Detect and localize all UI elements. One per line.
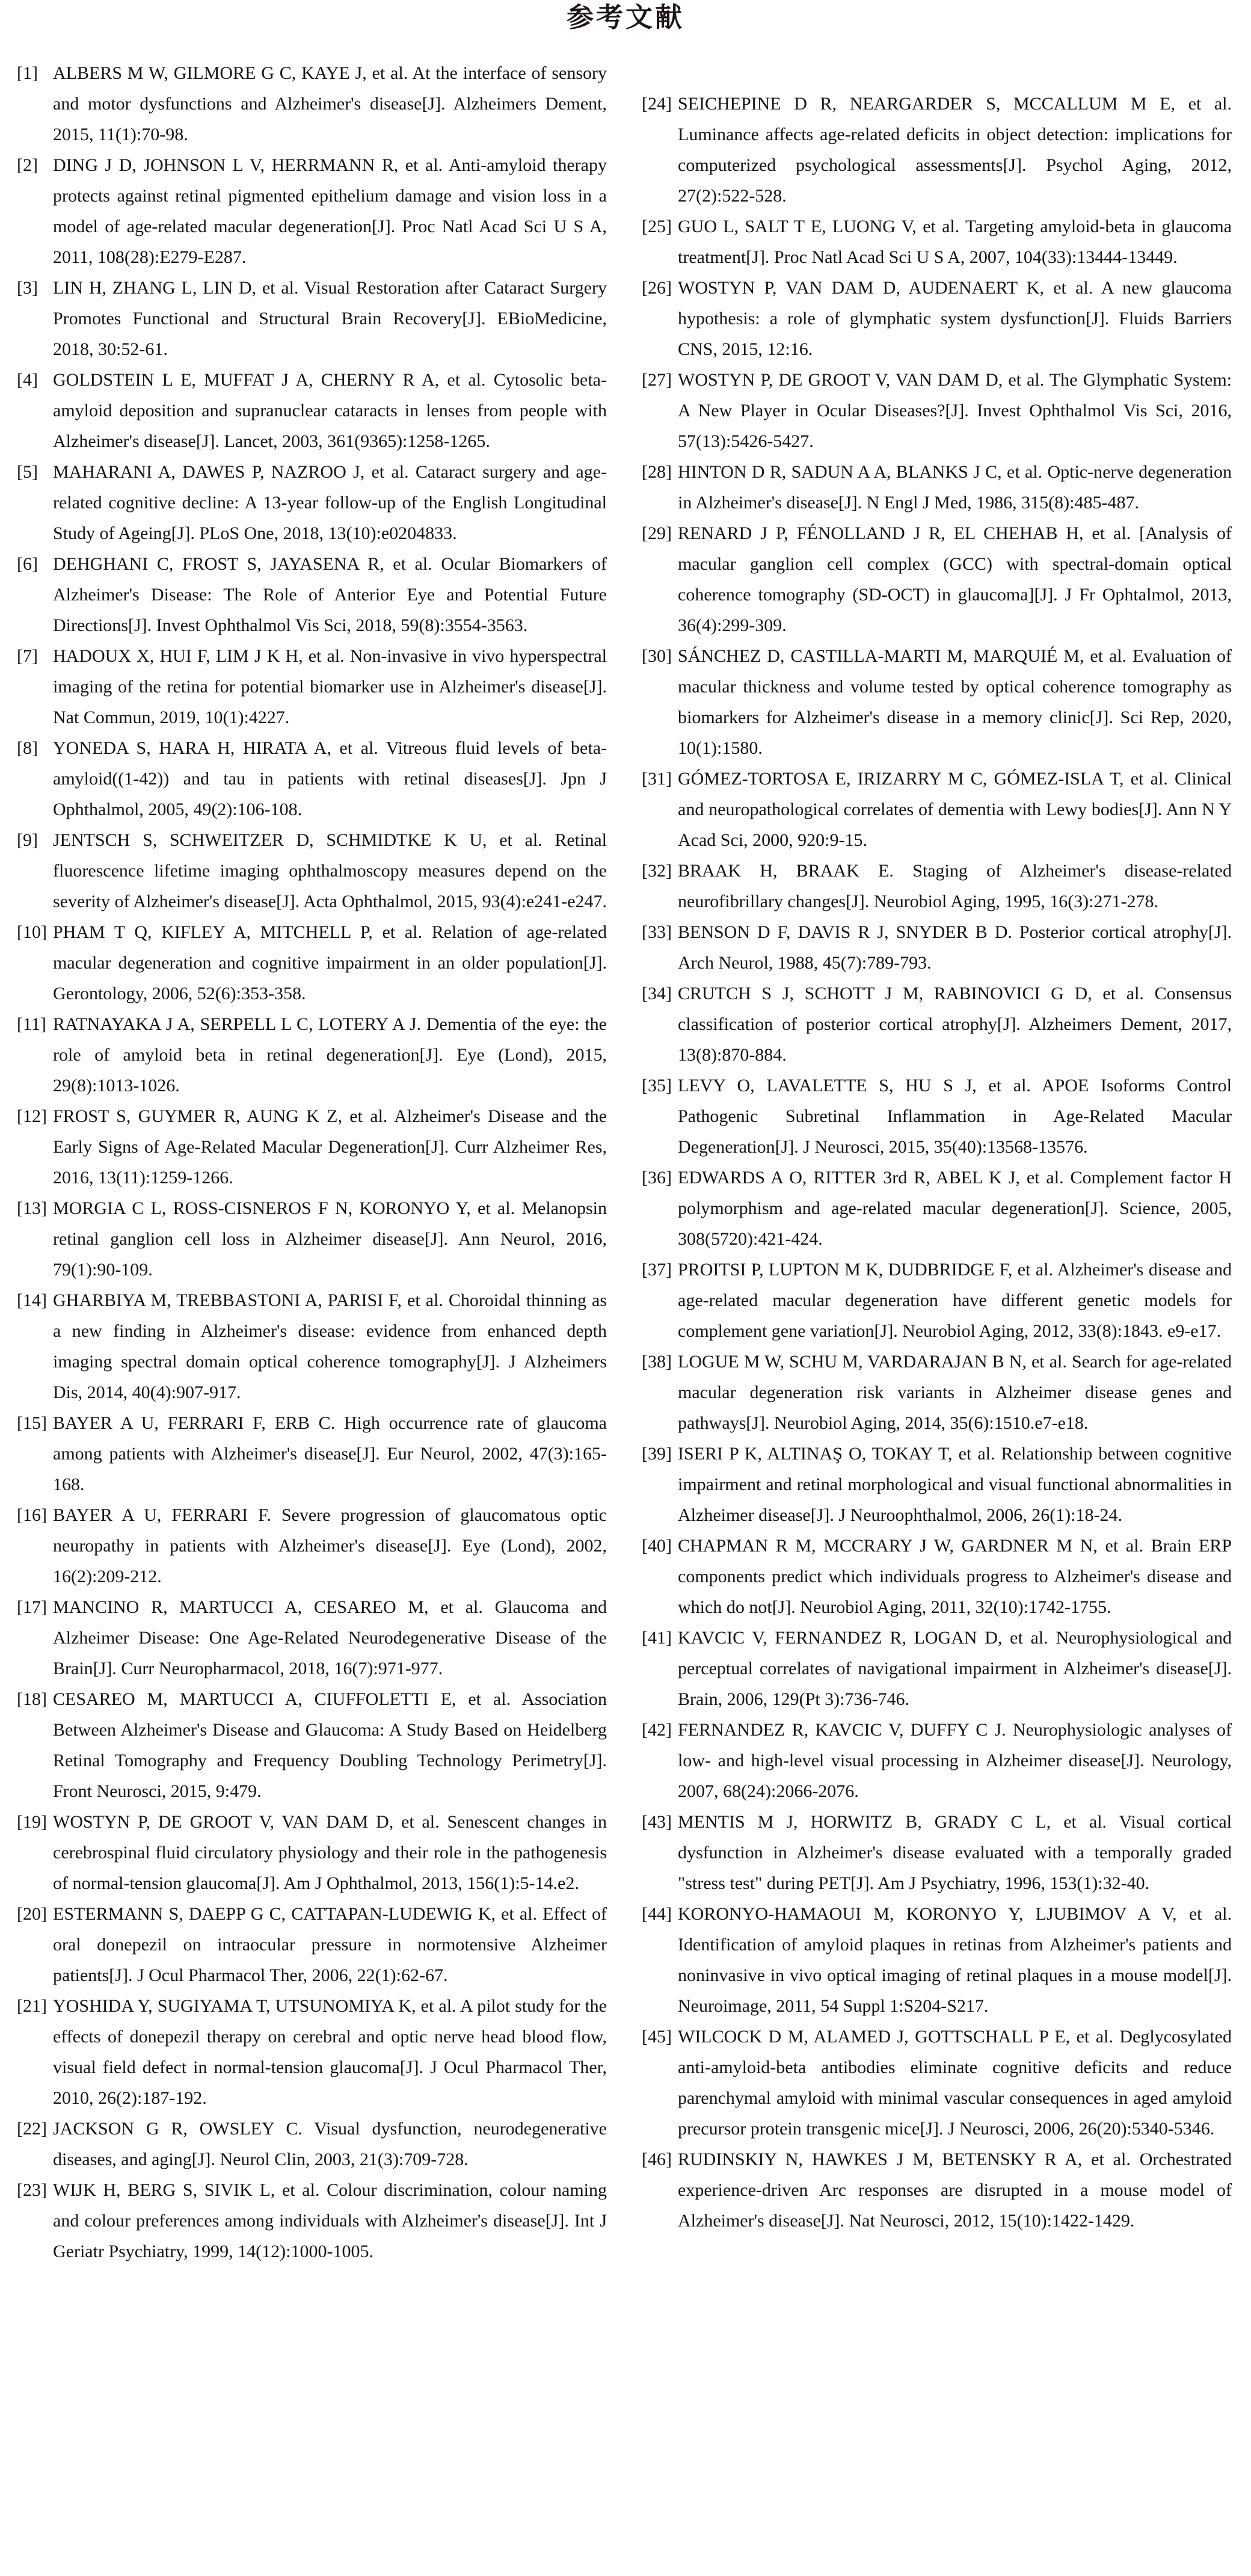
reference-number: [44] bbox=[642, 1904, 672, 1924]
reference-number: [9] bbox=[17, 830, 38, 850]
reference-text: WOSTYN P, VAN DAM D, AUDENAERT K, et al. A new glaucoma hypothesis: a role of glymphatic system dysfunction[J]. Fluids Barriers CNS, 2015, 12:16. bbox=[678, 278, 1232, 359]
reference-number: [25] bbox=[642, 217, 672, 236]
reference-text: KORONYO-HAMAOUI M, KORONYO Y, LJUBIMOV A V, et al. Identification of amyloid plaques in retinas from Alzheimer's patients and noninvasive in vivo optical imaging of retinal plaques in a mouse model[J]. Neuroimage, 2011, 54 Suppl 1:S204-S217. bbox=[678, 1904, 1232, 2016]
reference-item bbox=[17, 457, 607, 549]
reference-item bbox=[17, 917, 607, 1009]
reference-number: [30] bbox=[642, 646, 672, 666]
reference-number: [29] bbox=[642, 523, 672, 543]
reference-number: [31] bbox=[642, 769, 672, 789]
reference-text: GÓMEZ-TORTOSA E, IRIZARRY M C, GÓMEZ-ISLA T, et al. Clinical and neuropathological correlates of dementia with Lewy bodies[J]. Ann N Y Acad Sci, 2000, 920:9-15. bbox=[678, 769, 1232, 850]
reference-item bbox=[17, 150, 607, 273]
reference-text: MORGIA C L, ROSS-CISNEROS F N, KORONYO Y, et al. Melanopsin retinal ganglion cell loss in Alzheimer disease[J]. Ann Neurol, 2016, 79(1):90-109. bbox=[53, 1198, 607, 1280]
reference-number: [28] bbox=[642, 462, 672, 482]
reference-number: [18] bbox=[17, 1689, 47, 1709]
reference-number: [14] bbox=[17, 1290, 47, 1310]
reference-item bbox=[642, 457, 1232, 518]
reference-text: GUO L, SALT T E, LUONG V, et al. Targeting amyloid-beta in glaucoma treatment[J]. Proc Natl Acad Sci U S A, 2007, 104(33):13444-13449. bbox=[678, 217, 1232, 267]
reference-text: BAYER A U, FERRARI F, ERB C. High occurrence rate of glaucoma among patients with Alzheimer's disease[J]. Eur Neurol, 2002, 47(3):165-168. bbox=[53, 1413, 607, 1494]
reference-item bbox=[17, 641, 607, 733]
reference-number: [15] bbox=[17, 1413, 47, 1433]
reference-item bbox=[17, 2113, 607, 2175]
reference-number: [11] bbox=[17, 1014, 46, 1034]
reference-item bbox=[642, 641, 1232, 763]
reference-item bbox=[642, 1438, 1232, 1530]
reference-text: LIN H, ZHANG L, LIN D, et al. Visual Restoration after Cataract Surgery Promotes Functional and Structural Brain Recovery[J]. EBioMedicine, 2018, 30:52-61. bbox=[53, 278, 607, 359]
reference-item bbox=[642, 2144, 1232, 2236]
reference-number: [40] bbox=[642, 1536, 672, 1556]
reference-text: WILCOCK D M, ALAMED J, GOTTSCHALL P E, et al. Deglycosylated anti-amyloid-beta antibodies eliminate cognitive deficits and reduce parenchymal amyloid with minimal vascular consequences in aged amyloid precursor protein transgenic mice[J]. J Neurosci, 2006, 26(20):5340-5346. bbox=[678, 2027, 1232, 2139]
reference-text: CHAPMAN R M, MCCRARY J W, GARDNER M N, et al. Brain ERP components predict which individuals progress to Alzheimer's disease and which do not[J]. Neurobiol Aging, 2011, 32(10):1742-1755. bbox=[678, 1536, 1232, 1617]
reference-number: [35] bbox=[642, 1076, 672, 1095]
reference-item bbox=[17, 1899, 607, 1991]
reference-item bbox=[642, 1807, 1232, 1899]
reference-number: [22] bbox=[17, 2119, 47, 2139]
reference-item bbox=[642, 518, 1232, 641]
reference-number: [32] bbox=[642, 861, 672, 881]
reference-item bbox=[642, 1530, 1232, 1622]
reference-number: [24] bbox=[642, 94, 672, 114]
reference-number: [2] bbox=[17, 155, 38, 175]
reference-item bbox=[17, 1684, 607, 1807]
reference-item bbox=[17, 1807, 607, 1899]
reference-text: WIJK H, BERG S, SIVIK L, et al. Colour discrimination, colour naming and colour preferences among individuals with Alzheimer's disease[J]. Int J Geriatr Psychiatry, 1999, 14(12):1000-1005. bbox=[53, 2180, 607, 2261]
reference-text: FERNANDEZ R, KAVCIC V, DUFFY C J. Neurophysiologic analyses of low- and high-level visual processing in Alzheimer disease[J]. Neurology, 2007, 68(24):2066-2076. bbox=[678, 1720, 1232, 1801]
reference-text: ISERI P K, ALTINAŞ O, TOKAY T, et al. Relationship between cognitive impairment and retinal morphological and visual functional abnormalities in Alzheimer disease[J]. J Neuroophthalmol, 2006, 26(1):18-24. bbox=[678, 1444, 1232, 1525]
reference-text: RUDINSKIY N, HAWKES J M, BETENSKY R A, et al. Orchestrated experience-driven Arc responses are disrupted in a mouse model of Alzheimer's disease[J]. Nat Neurosci, 2012, 15(10):1422-1429. bbox=[678, 2149, 1232, 2231]
reference-text: KAVCIC V, FERNANDEZ R, LOGAN D, et al. Neurophysiological and perceptual correlates of navigational impairment in Alzheimer's disease[J]. Brain, 2006, 129(Pt 3):736-746. bbox=[678, 1628, 1232, 1709]
reference-item bbox=[642, 978, 1232, 1070]
reference-item bbox=[642, 1254, 1232, 1346]
reference-number: [12] bbox=[17, 1106, 47, 1126]
reference-number: [8] bbox=[17, 738, 38, 758]
reference-text: LOGUE M W, SCHU M, VARDARAJAN B N, et al. Search for age-related macular degeneration risk variants in Alzheimer disease genes and pathways[J]. Neurobiol Aging, 2014, 35(6):1510.e7-e18. bbox=[678, 1352, 1232, 1433]
reference-text: LEVY O, LAVALETTE S, HU S J, et al. APOE Isoforms Control Pathogenic Subretinal Inflammation in Age-Related Macular Degeneration[J]. J Neurosci, 2015, 35(40):13568-13576. bbox=[678, 1076, 1232, 1157]
reference-text: MAHARANI A, DAWES P, NAZROO J, et al. Cataract surgery and age-related cognitive decline: A 13-year follow-up of the English Longitudinal Study of Ageing[J]. PLoS One, 2018, 13(10):e0204833. bbox=[53, 462, 607, 543]
reference-number: [46] bbox=[642, 2149, 672, 2169]
reference-item bbox=[642, 1622, 1232, 1715]
reference-item bbox=[17, 733, 607, 825]
references-column-left bbox=[17, 58, 607, 2267]
reference-number: [23] bbox=[17, 2180, 47, 2200]
reference-item bbox=[17, 273, 607, 365]
reference-text: GOLDSTEIN L E, MUFFAT J A, CHERNY R A, et al. Cytosolic beta-amyloid deposition and supranuclear cataracts in lenses from people with Alzheimer's disease[J]. Lancet, 2003, 361(9365):1258-1265. bbox=[53, 370, 607, 451]
reference-item bbox=[17, 1408, 607, 1500]
reference-item bbox=[642, 211, 1232, 273]
reference-item bbox=[642, 2021, 1232, 2144]
reference-item bbox=[17, 825, 607, 917]
reference-text: ESTERMANN S, DAEPP G C, CATTAPAN-LUDEWIG K, et al. Effect of oral donepezil on intraocular pressure in normotensive Alzheimer patients[J]. J Ocul Pharmacol Ther, 2006, 22(1):62-67. bbox=[53, 1904, 607, 1985]
reference-item bbox=[17, 1101, 607, 1193]
references-columns bbox=[17, 58, 1232, 2267]
reference-item bbox=[17, 549, 607, 641]
reference-item bbox=[642, 855, 1232, 917]
reference-item bbox=[642, 1715, 1232, 1807]
reference-text: CRUTCH S J, SCHOTT J M, RABINOVICI G D, et al. Consensus classification of posterior cortical atrophy[J]. Alzheimers Dement, 2017, 13(8):870-884. bbox=[678, 984, 1232, 1065]
reference-number: [17] bbox=[17, 1597, 47, 1617]
reference-text: PROITSI P, LUPTON M K, DUDBRIDGE F, et al. Alzheimer's disease and age-related macular degeneration have different genetic models for complement gene variation[J]. Neurobiol Aging, 2012, 33(8):1843. e9-e17. bbox=[678, 1260, 1232, 1341]
reference-number: [21] bbox=[17, 1996, 47, 2016]
reference-text: DING J D, JOHNSON L V, HERRMANN R, et al. Anti-amyloid therapy protects against retinal pigmented epithelium damage and vision loss in a model of age-related macular degeneration[J]. Proc Natl Acad Sci U S A, 2011, 108(28):E279-E287. bbox=[53, 155, 607, 267]
reference-item bbox=[17, 1991, 607, 2113]
reference-text: BAYER A U, FERRARI F. Severe progression of glaucomatous optic neuropathy in patients with Alzheimer's disease[J]. Eye (Lond), 2002, 16(2):209-212. bbox=[53, 1505, 607, 1586]
reference-text: HADOUX X, HUI F, LIM J K H, et al. Non-invasive in vivo hyperspectral imaging of the retina for potential biomarker use in Alzheimer's disease[J]. Nat Commun, 2019, 10(1):4227. bbox=[53, 646, 607, 727]
reference-text: ALBERS M W, GILMORE G C, KAYE J, et al. At the interface of sensory and motor dysfunctions and Alzheimer's disease[J]. Alzheimers Dement, 2015, 11(1):70-98. bbox=[53, 63, 607, 144]
reference-text: WOSTYN P, DE GROOT V, VAN DAM D, et al. The Glymphatic System: A New Player in Ocular Diseases?[J]. Invest Ophthalmol Vis Sci, 2016, 57(13):5426-5427. bbox=[678, 370, 1232, 451]
reference-number: [6] bbox=[17, 554, 38, 574]
reference-number: [1] bbox=[17, 63, 38, 83]
page-title: 参考文献 bbox=[566, 1, 684, 33]
reference-number: [13] bbox=[17, 1198, 47, 1218]
reference-item bbox=[642, 365, 1232, 457]
reference-number: [41] bbox=[642, 1628, 672, 1648]
reference-number: [39] bbox=[642, 1444, 672, 1464]
reference-number: [3] bbox=[17, 278, 38, 298]
reference-number: [4] bbox=[17, 370, 38, 390]
reference-number: [38] bbox=[642, 1352, 672, 1372]
reference-item bbox=[642, 273, 1232, 365]
reference-text: YONEDA S, HARA H, HIRATA A, et al. Vitreous fluid levels of beta-amyloid((1-42)) and tau in patients with retinal diseases[J]. Jpn J Ophthalmol, 2005, 49(2):106-108. bbox=[53, 738, 607, 819]
reference-item bbox=[642, 1162, 1232, 1254]
reference-text: YOSHIDA Y, SUGIYAMA T, UTSUNOMIYA K, et al. A pilot study for the effects of donepezil therapy on cerebral and optic nerve head blood flow, visual field defect in normal-tension glaucoma[J]. J Ocul Pharmacol Ther, 2010, 26(2):187-192. bbox=[53, 1996, 607, 2108]
reference-number: [33] bbox=[642, 922, 672, 942]
reference-number: [10] bbox=[17, 922, 47, 942]
reference-text: MANCINO R, MARTUCCI A, CESAREO M, et al. Glaucoma and Alzheimer Disease: One Age-Related Neurodegenerative Disease of the Brain[J]. Curr Neuropharmacol, 2018, 16(7):971-977. bbox=[53, 1597, 607, 1678]
reference-item bbox=[642, 1070, 1232, 1162]
reference-number: [27] bbox=[642, 370, 672, 390]
reference-text: WOSTYN P, DE GROOT V, VAN DAM D, et al. Senescent changes in cerebrospinal fluid circulatory physiology and their role in the pathogenesis of normal-tension glaucoma[J]. Am J Ophthalmol, 2013, 156(1):5-14.e2. bbox=[53, 1812, 607, 1893]
reference-number: [37] bbox=[642, 1260, 672, 1280]
reference-number: [45] bbox=[642, 2027, 672, 2047]
reference-text: JENTSCH S, SCHWEITZER D, SCHMIDTKE K U, et al. Retinal fluorescence lifetime imaging ophthalmoscopy measures depend on the severity of Alzheimer's disease[J]. Acta Ophthalmol, 2015, 93(4):e241-e247. bbox=[53, 830, 607, 911]
reference-item bbox=[17, 2175, 607, 2267]
reference-text: BRAAK H, BRAAK E. Staging of Alzheimer's disease-related neurofibrillary changes[J]. Neurobiol Aging, 1995, 16(3):271-278. bbox=[678, 861, 1232, 911]
reference-text: SÁNCHEZ D, CASTILLA-MARTI M, MARQUIÉ M, et al. Evaluation of macular thickness and volume tested by optical coherence tomography as biomarkers for Alzheimer's disease in a memory clinic[J]. Sci Rep, 2020, 10(1):1580. bbox=[678, 646, 1232, 758]
reference-text: BENSON D F, DAVIS R J, SNYDER B D. Posterior cortical atrophy[J]. Arch Neurol, 1988, 45(7):789-793. bbox=[678, 922, 1232, 973]
reference-number: [36] bbox=[642, 1168, 672, 1188]
reference-text: DEHGHANI C, FROST S, JAYASENA R, et al. Ocular Biomarkers of Alzheimer's Disease: The Role of Anterior Eye and Potential Future Directions[J]. Invest Ophthalmol Vis Sci, 2018, 59(8):3554-3563. bbox=[53, 554, 607, 635]
reference-item bbox=[17, 1009, 607, 1101]
reference-number: [34] bbox=[642, 984, 672, 1003]
reference-text: RENARD J P, FÉNOLLAND J R, EL CHEHAB H, et al. [Analysis of macular ganglion cell complex (GCC) with spectral-domain optical coherence tomography (SD-OCT) in glaucoma][J]. J Fr Ophtalmol, 2013, 36(4):299-309. bbox=[678, 523, 1232, 635]
reference-text: EDWARDS A O, RITTER 3rd R, ABEL K J, et al. Complement factor H polymorphism and age-related macular degeneration[J]. Science, 2005, 308(5720):421-424. bbox=[678, 1168, 1232, 1249]
reference-number: [20] bbox=[17, 1904, 47, 1924]
reference-item bbox=[642, 88, 1232, 211]
reference-item bbox=[17, 58, 607, 150]
reference-number: [5] bbox=[17, 462, 38, 482]
reference-text: GHARBIYA M, TREBBASTONI A, PARISI F, et al. Choroidal thinning as a new finding in Alzheimer's disease: evidence from enhanced depth imaging spectral domain optical coherence tomography[J]. J Alzheimers Dis, 2014, 40(4):907-917. bbox=[53, 1290, 607, 1402]
reference-text: FROST S, GUYMER R, AUNG K Z, et al. Alzheimer's Disease and the Early Signs of Age-Related Macular Degeneration[J]. Curr Alzheimer Res, 2016, 13(11):1259-1266. bbox=[53, 1106, 607, 1188]
reference-text: SEICHEPINE D R, NEARGARDER S, MCCALLUM M E, et al. Luminance affects age-related deficits in object detection: implications for computerized psychological assessments[J]. Psychol Aging, 2012, 27(2):522-528. bbox=[678, 94, 1232, 206]
reference-text: HINTON D R, SADUN A A, BLANKS J C, et al. Optic-nerve degeneration in Alzheimer's disease[J]. N Engl J Med, 1986, 315(8):485-487. bbox=[678, 462, 1232, 513]
reference-item bbox=[17, 1193, 607, 1285]
reference-item bbox=[17, 365, 607, 457]
reference-text: JACKSON G R, OWSLEY C. Visual dysfunction, neurodegenerative diseases, and aging[J]. Neurol Clin, 2003, 21(3):709-728. bbox=[53, 2119, 607, 2169]
reference-number: [26] bbox=[642, 278, 672, 298]
reference-text: MENTIS M J, HORWITZ B, GRADY C L, et al. Visual cortical dysfunction in Alzheimer's disease evaluated with a temporally graded "stress test" during PET[J]. Am J Psychiatry, 1996, 153(1):32-40. bbox=[678, 1812, 1232, 1893]
reference-item bbox=[17, 1592, 607, 1684]
reference-text: RATNAYAKA J A, SERPELL L C, LOTERY A J. Dementia of the eye: the role of amyloid beta in retinal degeneration[J]. Eye (Lond), 2015, 29(8):1013-1026. bbox=[53, 1014, 607, 1095]
reference-number: [43] bbox=[642, 1812, 672, 1832]
reference-number: [19] bbox=[17, 1812, 47, 1832]
reference-item bbox=[642, 763, 1232, 855]
reference-item bbox=[17, 1285, 607, 1408]
reference-text: CESAREO M, MARTUCCI A, CIUFFOLETTI E, et al. Association Between Alzheimer's Disease and Glaucoma: A Study Based on Heidelberg Retinal Tomography and Frequency Doubling Technology Perimetry[J]. Front Neurosci, 2015, 9:479. bbox=[53, 1689, 607, 1801]
reference-item bbox=[642, 1346, 1232, 1438]
reference-number: [7] bbox=[17, 646, 38, 666]
reference-text: PHAM T Q, KIFLEY A, MITCHELL P, et al. Relation of age-related macular degeneration and cognitive impairment in an older population[J]. Gerontology, 2006, 52(6):353-358. bbox=[53, 922, 607, 1003]
reference-number: [16] bbox=[17, 1505, 47, 1525]
reference-item bbox=[642, 1899, 1232, 2021]
reference-number: [42] bbox=[642, 1720, 672, 1740]
reference-item bbox=[642, 917, 1232, 978]
references-column-right bbox=[642, 58, 1232, 2267]
reference-item bbox=[17, 1500, 607, 1592]
